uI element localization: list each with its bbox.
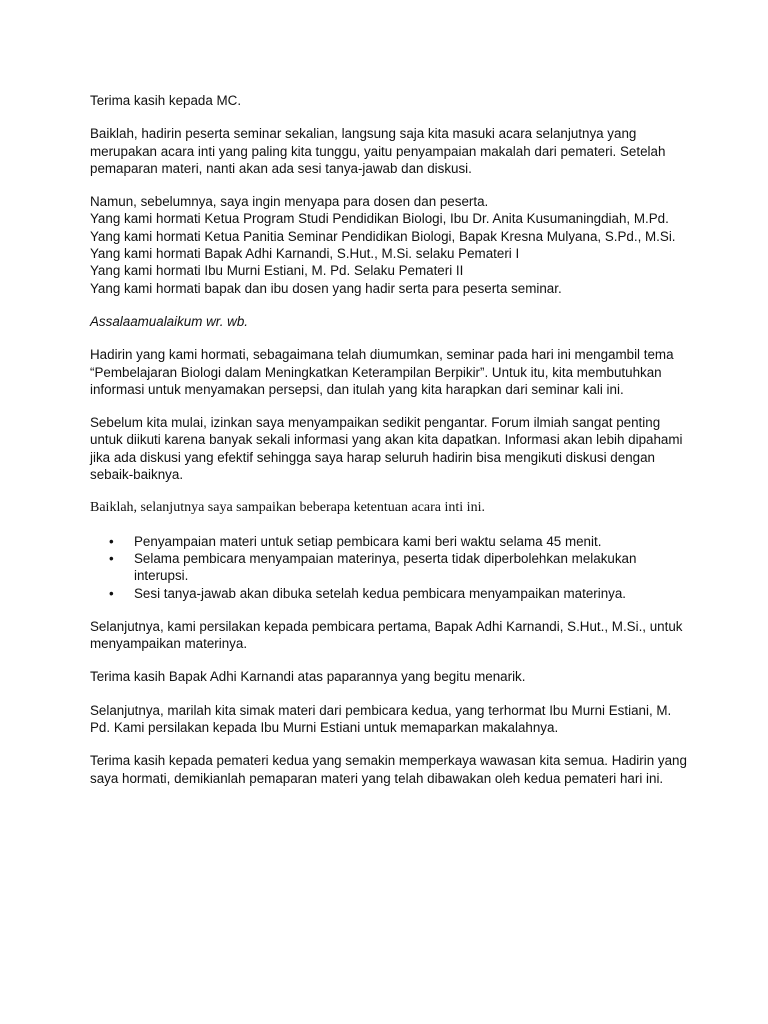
list-item: [109, 550, 690, 585]
greeting-line: Namun, sebelumnya, saya ingin menyapa para dosen dan peserta.: [90, 194, 489, 210]
salam-text: Assalaamualaikum wr. wb.: [90, 313, 249, 329]
list-item: [109, 533, 690, 550]
bullet-icon: •: [109, 585, 114, 601]
paragraph-first-speaker: Selanjutnya, kami persilakan kepada pembicara pertama, Bapak Adhi Karnandi, S.Hut., M.Si., untuk menyampaikan materinya.: [90, 618, 683, 652]
document-body: [90, 92, 690, 803]
paragraph-theme: Hadirin yang kami hormati, sebagaimana telah diumumkan, seminar pada hari ini mengambil tema “Pembelajaran Biologi dalam Meningkatkan Keterampilan Berpikir”. Untuk itu, kita membutuhkan informasi untuk menyamakan persepsi, dan itulah yang kita harapkan dari seminar kali ini.: [90, 347, 674, 397]
paragraph-intro: Baiklah, hadirin peserta seminar sekalian, langsung saja kita masuki acara selanjutnya yang merupakan acara inti yang paling kita tunggu, yaitu penyampaian makalah dari pemateri. Setelah pemaparan materi, nanti akan ada sesi tanya-jawab dan diskusi.: [90, 126, 666, 176]
list-item: [109, 585, 690, 602]
greeting-line: Yang kami hormati Ketua Program Studi Pendidikan Biologi, Ibu Dr. Anita Kusumaningdiah, M.Pd.: [90, 211, 669, 227]
greeting-line: Yang kami hormati bapak dan ibu dosen yang hadir serta para peserta seminar.: [90, 280, 562, 296]
paragraph-second-speaker: Selanjutnya, marilah kita simak materi dari pembicara kedua, yang terhormat Ibu Murni Estiani, M. Pd. Kami persilakan kepada Ibu Murni Estiani untuk memaparkan makalahnya.: [90, 702, 672, 736]
paragraph-closing: Terima kasih kepada pemateri kedua yang semakin memperkaya wawasan kita semua. Hadirin yang saya hormati, demikianlah pemaparan materi yang telah dibawakan oleh kedua pemateri hari ini.: [90, 753, 687, 786]
paragraph-introduction: Sebelum kita mulai, izinkan saya menyampaikan sedikit pengantar. Forum ilmiah sangat penting untuk diikuti karena banyak sekali informasi yang akan kita dapatkan. Informasi akan lebih dipahami jika ada diskusi yang efektif sehingga saya harap seluruh hadirin bisa mengikuti diskusi dengan sebaik-baiknya.: [90, 415, 683, 483]
list-item-text: Penyampaian materi untuk setiap pembicara kami beri waktu selama 45 menit.: [134, 533, 602, 549]
greetings-block: [90, 193, 690, 297]
greeting-line: Yang kami hormati Ketua Panitia Seminar Pendidikan Biologi, Bapak Kresna Mulyana, S.Pd., M.Si.: [90, 228, 676, 244]
greeting-line: Yang kami hormati Bapak Adhi Karnandi, S.Hut., M.Si. selaku Pemateri I: [90, 246, 520, 262]
bullet-icon: •: [109, 550, 114, 566]
rules-list: [90, 533, 690, 602]
bullet-icon: •: [109, 533, 114, 549]
greeting-line: Yang kami hormati Ibu Murni Estiani, M. Pd. Selaku Pemateri II: [90, 263, 464, 279]
paragraph-thanks-first-speaker: Terima kasih Bapak Adhi Karnandi atas paparannya yang begitu menarik.: [90, 669, 526, 685]
list-item-text: Sesi tanya-jawab akan dibuka setelah kedua pembicara menyampaikan materinya.: [134, 585, 627, 601]
paragraph-rules-intro: Baiklah, selanjutnya saya sampaikan beberapa ketentuan acara inti ini.: [90, 500, 485, 516]
list-item-text: Selama pembicara menyampaian materinya, peserta tidak diperbolehkan melakukan interupsi.: [134, 550, 637, 584]
paragraph-thanks-mc: Terima kasih kepada MC.: [90, 93, 242, 108]
